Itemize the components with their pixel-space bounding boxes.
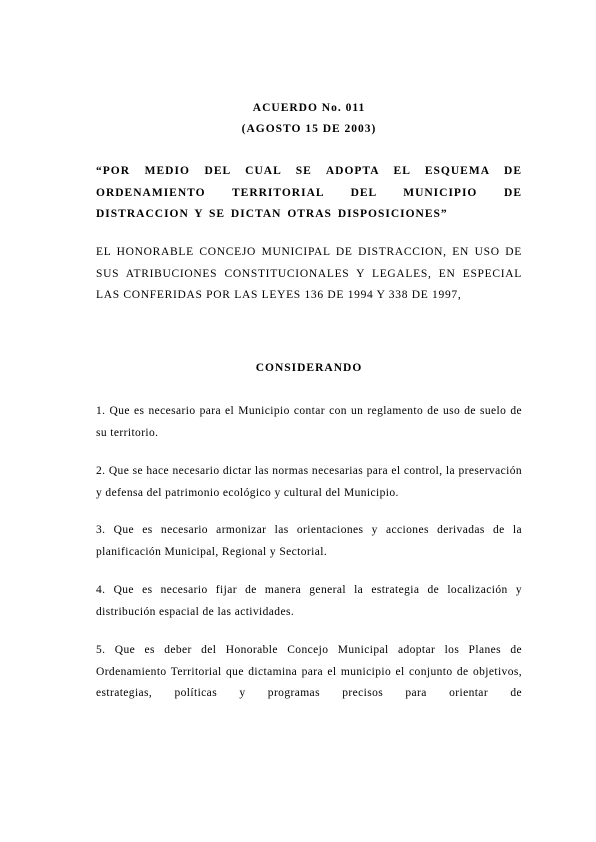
agreement-heading: ACUERDO No. 011 [252,102,366,114]
considerando-item-3: 3. Que es necesario armonizar las orientaciones y acciones derivadas de la planificación Municipal, Regional y Sectorial. [96,524,522,558]
section-title: CONSIDERANDO [255,362,363,374]
considerando-item-4: 4. Que es necesario fijar de manera general la estrategia de localización y distribución espacial de las actividades. [96,584,522,618]
considerando-item-2: 2. Que se hace necesario dictar las normas necesarias para el control, la preservación y defensa del patrimonio ecológico y cultural del Municipio. [96,465,522,499]
agreement-date: (AGOSTO 15 DE 2003) [241,123,377,135]
considerando-item-1: 1. Que es necesario para el Municipio contar con un reglamento de uso de suelo de su territorio. [96,405,522,439]
preamble-paragraph: EL HONORABLE CONCEJO MUNICIPAL DE DISTRACCION, EN USO DE SUS ATRIBUCIONES CONSTITUCIONALES Y LEGALES, EN ESPECIAL LAS CONFERIDAS POR LAS LEYES 136 DE 1994 Y 338 DE 1997, [96,246,522,301]
considerando-item-5: 5. Que es deber del Honorable Concejo Municipal adoptar los Planes de Ordenamiento Territorial que dictamina para el municipio el conjunto de objetivos, estrategias, políticas y programas precisos para orientar de [96,644,522,699]
agreement-purpose: “POR MEDIO DEL CUAL SE ADOPTA EL ESQUEMA DE ORDENAMIENTO TERRITORIAL DEL MUNICIPIO DE DISTRACCION Y SE DICTAN OTRAS DISPOSICIONES” [96,165,522,220]
